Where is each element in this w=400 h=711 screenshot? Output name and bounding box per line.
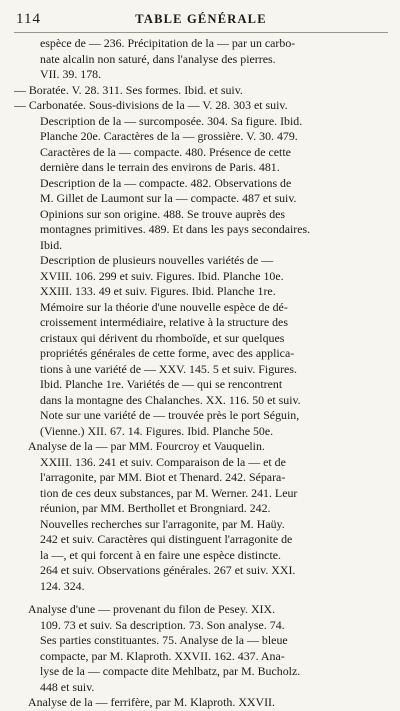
text-line: Description de la — surcomposée. 304. Sa figure. Ibid.: [40, 113, 303, 128]
index-body: [14, 36, 388, 711]
text-line: Ses parties constituantes. 75. Analyse de la — bleue: [40, 633, 288, 647]
text-line: XXIII. 136. 241 et suiv. Comparaison de la — et de: [40, 454, 286, 469]
text-line: Opinions sur son origine. 488. Se trouve auprès des: [40, 206, 286, 221]
text-line: dans la montagne des Chalanches. XX. 116. 50 et suiv.: [40, 392, 301, 407]
text-line: l'arragonite, par MM. Biot et Thenard. 242. Sépara-: [40, 470, 286, 484]
text-line: tions à une variété de — XXV. 145. 5 et suiv. Figures.: [40, 361, 297, 376]
text-line: tion de ces deux substances, par M. Werner. 241. Leur: [40, 485, 298, 500]
text-line: Ibid. Planche 1re. Variétés de — qui se rencontrent: [40, 377, 283, 391]
running-head: TABLE GÉNÉRALE: [135, 12, 267, 26]
text-line: lyse de la — compacte dite Mehlbatz, par M. Bucholz.: [40, 664, 301, 678]
text-line: cristaux qui dérivent du rhomboïde, et sur quelques: [40, 330, 285, 345]
text-line: (Vienne.) XII. 67. 14. Figures. Ibid. Planche 50e.: [40, 423, 274, 438]
page-header: [14, 4, 388, 33]
text-line: — Carbonatée. Sous-divisions de la — V. 28. 303 et suiv.: [14, 98, 288, 112]
text-line: 242 et suiv. Caractères qui distinguent l'arragonite de: [40, 532, 293, 546]
text-line: dernière dans le terrain des environs de Paris. 481.: [40, 160, 280, 174]
paragraph-gap: [14, 594, 388, 602]
text-line: Description de plusieurs nouvelles variétés de —: [40, 253, 274, 267]
text-line: 124. 324.: [40, 578, 85, 593]
text-line: la —, et qui forcent à en faire une espèce distincte.: [40, 547, 282, 562]
text-line: propriétés générales de cette forme, avec des applica-: [40, 346, 295, 360]
text-line: Analyse d'une — provenant du filon de Pesey. XIX.: [28, 602, 276, 616]
text-line: Mémoire sur la théorie d'une nouvelle espèce de dé-: [40, 299, 288, 314]
text-line: 448 et suiv.: [40, 679, 95, 694]
text-line: nate alcalin non saturé, dans l'analyse des pierres.: [40, 51, 276, 66]
text-line: Analyse de la — par MM. Fourcroy et Vauquelin.: [28, 439, 265, 453]
text-line: Note sur une variété de — trouvée près le port Séguin,: [40, 408, 300, 422]
text-line: espèce de — 236. Précipitation de la — par un carbo-: [40, 36, 296, 50]
text-line: croissement intermédiaire, relative à la structure des: [40, 315, 288, 329]
text-line: XVIII. 106. 299 et suiv. Figures. Ibid. Planche 10e.: [40, 268, 284, 283]
text-line: compacte, par M. Klaproth. XXVII. 162. 437. Ana-: [40, 648, 285, 663]
page-number: 114: [16, 11, 41, 27]
text-line: — Boratée. V. 28. 311. Ses formes. Ibid. et suiv.: [14, 82, 243, 97]
text-line: Description de la — compacte. 482. Observations de: [40, 175, 292, 190]
text-line: Ibid.: [40, 237, 63, 252]
text-line: 264 et suiv. Observations générales. 267 et suiv. XXI.: [40, 563, 296, 577]
text-line: Planche 20e. Caractères de la — grossière. V. 30. 479.: [40, 129, 298, 143]
text-line: VII. 39. 178.: [40, 67, 102, 81]
text-line: M. Gillet de Laumont sur la — compacte. 487 et suiv.: [40, 191, 297, 205]
text-line: Analyse de la — ferrifère, par M. Klaproth. XXVII.: [28, 695, 275, 709]
text-line: montagnes primitives. 489. Et dans les pays secondaires.: [40, 222, 311, 236]
text-line: 109. 73 et suiv. Sa description. 73. Son analyse. 74.: [40, 617, 285, 632]
text-line: Caractères de la — compacte. 480. Présence de cette: [40, 144, 291, 159]
text-line: XXIII. 133. 49 et suiv. Figures. Ibid. Planche 1re.: [40, 284, 276, 298]
text-line: réunion, par MM. Berthollet et Brongniard. 242.: [40, 501, 271, 515]
text-line: Nouvelles recherches sur l'arragonite, par M. Haüy.: [40, 516, 285, 531]
